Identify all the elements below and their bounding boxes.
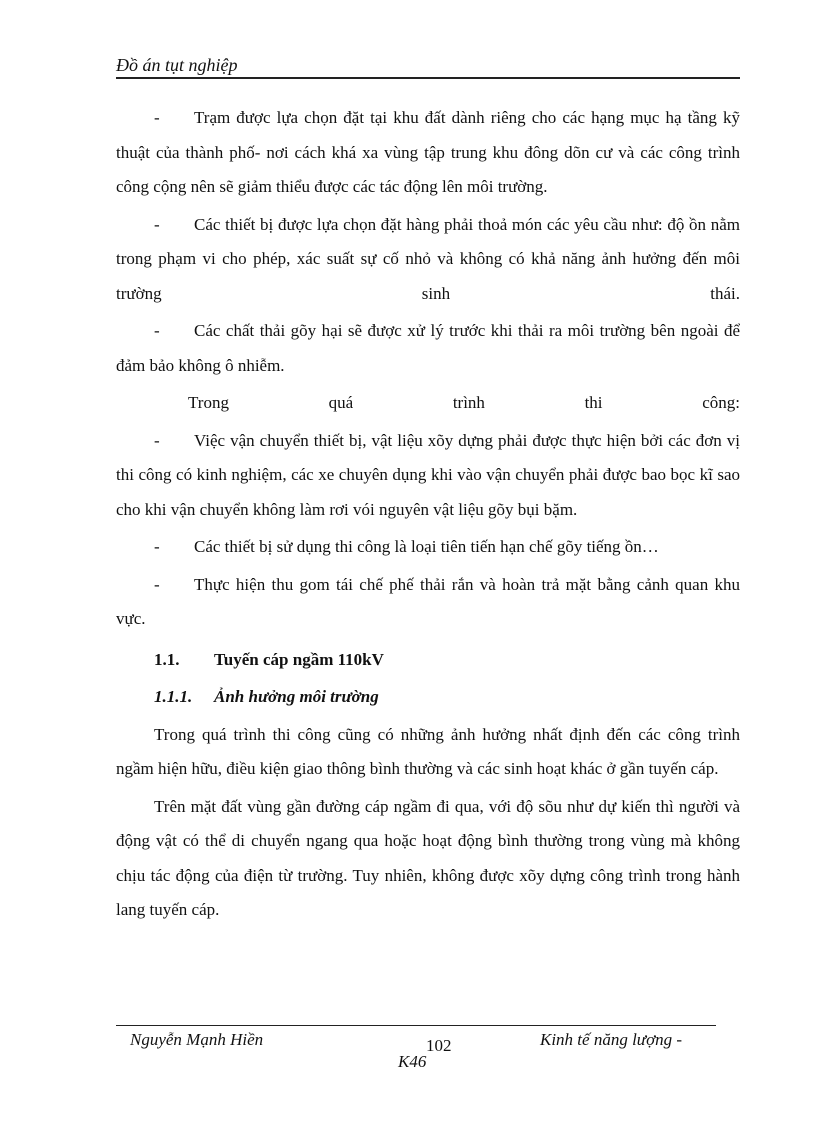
word: công:	[702, 393, 740, 412]
bullet-dash: -	[154, 574, 160, 594]
header-title: Đồ án tụt nghiệp	[116, 55, 238, 75]
section-heading	[154, 643, 740, 678]
subsection-number: 1.1.1.	[154, 687, 193, 706]
bullet-text: Các chất thải gõy hại sẽ được xử lý trước khi thải ra môi trường bên ngoài để đảm bảo không ô nhiễm.	[116, 321, 740, 375]
bullet-text: Các thiết bị sử dụng thi công là loại tiên tiến hạn chế gõy tiếng ồn…	[194, 537, 659, 556]
bullet-paragraph	[116, 568, 740, 637]
bullet-text: Thực hiện thu gom tái chế phế thải rắn và hoàn trả mặt bằng cảnh quan khu vực.	[116, 574, 740, 628]
bullet-dash: -	[154, 214, 160, 234]
bullet-paragraph	[116, 101, 740, 205]
page-number: 102	[426, 1036, 452, 1055]
footer-divider	[116, 1025, 716, 1026]
construction-phase-heading	[116, 386, 740, 421]
bullet-text: Việc vận chuyển thiết bị, vật liệu xõy dựng phải được thực hiện bởi các đơn vị thi công có kinh nghiệm, các xe chuyên dụng khi vào vận chuyển phải được bao bọc kĩ sao cho khi vận chuyển không làm rơi vói nguyên vật liệu gõy bụi bặm.	[116, 430, 740, 519]
bullet-dash: -	[154, 537, 160, 556]
footer-author: Nguyễn Mạnh Hiền	[130, 1030, 264, 1049]
section-number: 1.1.	[154, 649, 180, 669]
bullet-paragraph	[116, 208, 740, 312]
word: quá	[328, 393, 354, 412]
body-paragraph: Trên mặt đất vùng gần đường cáp ngầm đi qua, với độ sõu như dự kiến thì người và động vật có thể di chuyển ngang qua hoặc hoạt động bình thường trong vùng mà không chịu tác động của điện từ trường. Tuy nhiên, không được xõy dựng công trình trong hành lang tuyến cáp.	[116, 796, 740, 919]
bullet-text: Trạm được lựa chọn đặt tại khu đất dành riêng cho các hạng mục hạ tầng kỹ thuật của thành phố- nơi cách khá xa vùng tập trung khu đông dõn cư và các công trình công cộng nên sẽ giảm thiểu được các tác động lên môi trường.	[116, 108, 740, 196]
word: Trong	[188, 393, 229, 412]
footer-class: K46	[398, 1052, 427, 1071]
section-title: Tuyến cáp ngầm 110kV	[214, 649, 384, 669]
bullet-paragraph	[116, 424, 740, 528]
body-paragraph: Trong quá trình thi công cũng có những ảnh hưởng nhất định đến các công trình ngầm hiện hữu, điều kiện giao thông bình thường và các sinh hoạt khác ở gần tuyến cáp.	[116, 724, 740, 778]
footer-department: Kinh tế năng lượng -	[540, 1030, 683, 1049]
bullet-dash: -	[154, 108, 160, 127]
bullet-paragraph	[116, 530, 740, 565]
subsection-heading	[154, 680, 740, 715]
bullet-dash: -	[154, 430, 160, 450]
word: trình	[452, 393, 485, 412]
bullet-dash: -	[154, 321, 160, 340]
bullet-text: Các thiết bị được lựa chọn đặt hàng phải thoả món các yêu cầu như: độ ồn nằm trong phạm vi cho phép, xác suất sự cố nhỏ và không có khả năng ảnh hưởng đến môi trường sinh thái.	[116, 214, 740, 303]
document-body	[116, 101, 740, 931]
subsection-title: Ảnh hưởng môi trường	[214, 687, 379, 706]
word: thi	[584, 393, 603, 412]
bullet-paragraph	[116, 314, 740, 383]
page-header	[116, 54, 740, 79]
